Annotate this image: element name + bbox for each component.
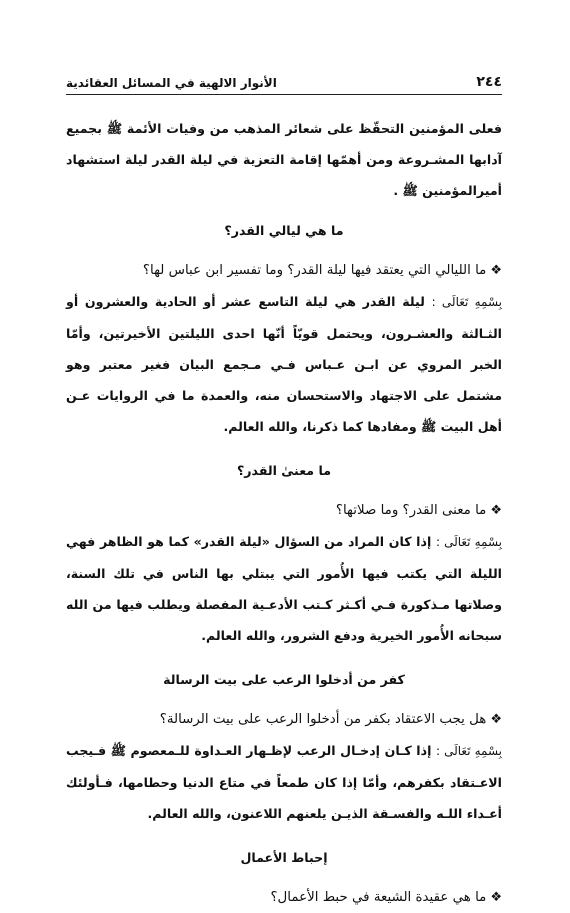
- page-number: ٢٤٤: [476, 74, 502, 90]
- section-title: ما هي ليالي القدر؟: [224, 223, 344, 238]
- section-title: إحباط الأعمال: [240, 850, 328, 865]
- question-text: هل يجب الاعتقاد بكفر من أدخلوا الرعب على بيت الرسالة؟: [159, 712, 487, 727]
- answer-text: إذا كان المراد من السؤال «ليلة القدر» كما هو الظاهر فهي الليلة التي يكتب فيها الأُمور التي يبتلي بها الناس في تلك السنة، وصلاتها مـذكورة فـي أكـثر كـتب الأدعـية المفصلة ويطلب فيها من الله سبحانه الأُمور الخيرية ودفع الشرور، والله العالم.: [66, 534, 502, 643]
- diamond-bullet-icon: ❖: [490, 890, 502, 905]
- answer-paragraph: [66, 286, 502, 442]
- question: [66, 705, 502, 735]
- question: [66, 883, 502, 913]
- answer-paragraph: [66, 735, 502, 829]
- answer-text: إذا كـان إدخـال الرعب لإظـهار العـداوة للـمعصوم ﷺ فـيجب الاعـتقاد بكفرهم، وأمّا إذا كان طمعاً في متاع الدنيا وحطامها، فـأولئك أعـداء اللـه والفسـقة الذيـن يلعنهم اللاعنون، والله العالم.: [66, 743, 502, 821]
- diamond-bullet-icon: ❖: [490, 503, 502, 518]
- question-text: ما معنى القدر؟ وما صلاتها؟: [335, 503, 487, 518]
- answer-text: ليلة القدر هي ليلة التاسع عشر أو الحادية والعشرون أو الثـالثة والعشـرون، ويحتمل قويّاً أنّها احدى الليلتين الأخيرتين، وأمّا الخبر المروي عن ابـن عـباس فـي مـجمع البيان فغير معتبر وهو مشتمل على الاجتهاد والاستحسان منه، والعمدة ما في الروايات عـن أهل البيت ﷺ ومفادها كما ذكرنا، والله العالم.: [66, 294, 502, 434]
- question: [66, 496, 502, 526]
- answer-lead: بِسْمِهِ تَعَالَى :: [436, 744, 502, 758]
- answer-lead: بِسْمِهِ تَعَالَى :: [435, 535, 503, 549]
- book-page: [66, 74, 502, 913]
- running-title: الأنوار الالهية في المسائل العقائدية: [66, 76, 277, 90]
- section-title: كفر من أدخلوا الرعب على بيت الرسالة: [163, 672, 405, 687]
- diamond-bullet-icon: ❖: [490, 712, 502, 727]
- answer-paragraph: [66, 526, 502, 651]
- page-content: [66, 113, 502, 913]
- intro-paragraph: فعلى المؤمنين التحقّظ على شعائر المذهب من وفيات الأئمة ﷺ بجميع آدابها المشـروعة ومن أهمّها إقامة التعزية في ليلة القدر ليلة استشهاد أميرالمؤمنين ﷺ .: [66, 121, 502, 198]
- running-header: [66, 74, 502, 95]
- question-text: ما هي عقيدة الشيعة في حبط الأعمال؟: [270, 890, 487, 905]
- question: [66, 256, 502, 286]
- answer-lead: بِسْمِهِ تَعَالَى :: [431, 295, 502, 309]
- diamond-bullet-icon: ❖: [490, 263, 502, 278]
- question-text: ما الليالي التي يعتقد فيها ليلة القدر؟ وما تفسير ابن عباس لها؟: [142, 263, 487, 278]
- section-title: ما معنىٰ القدر؟: [236, 463, 332, 478]
